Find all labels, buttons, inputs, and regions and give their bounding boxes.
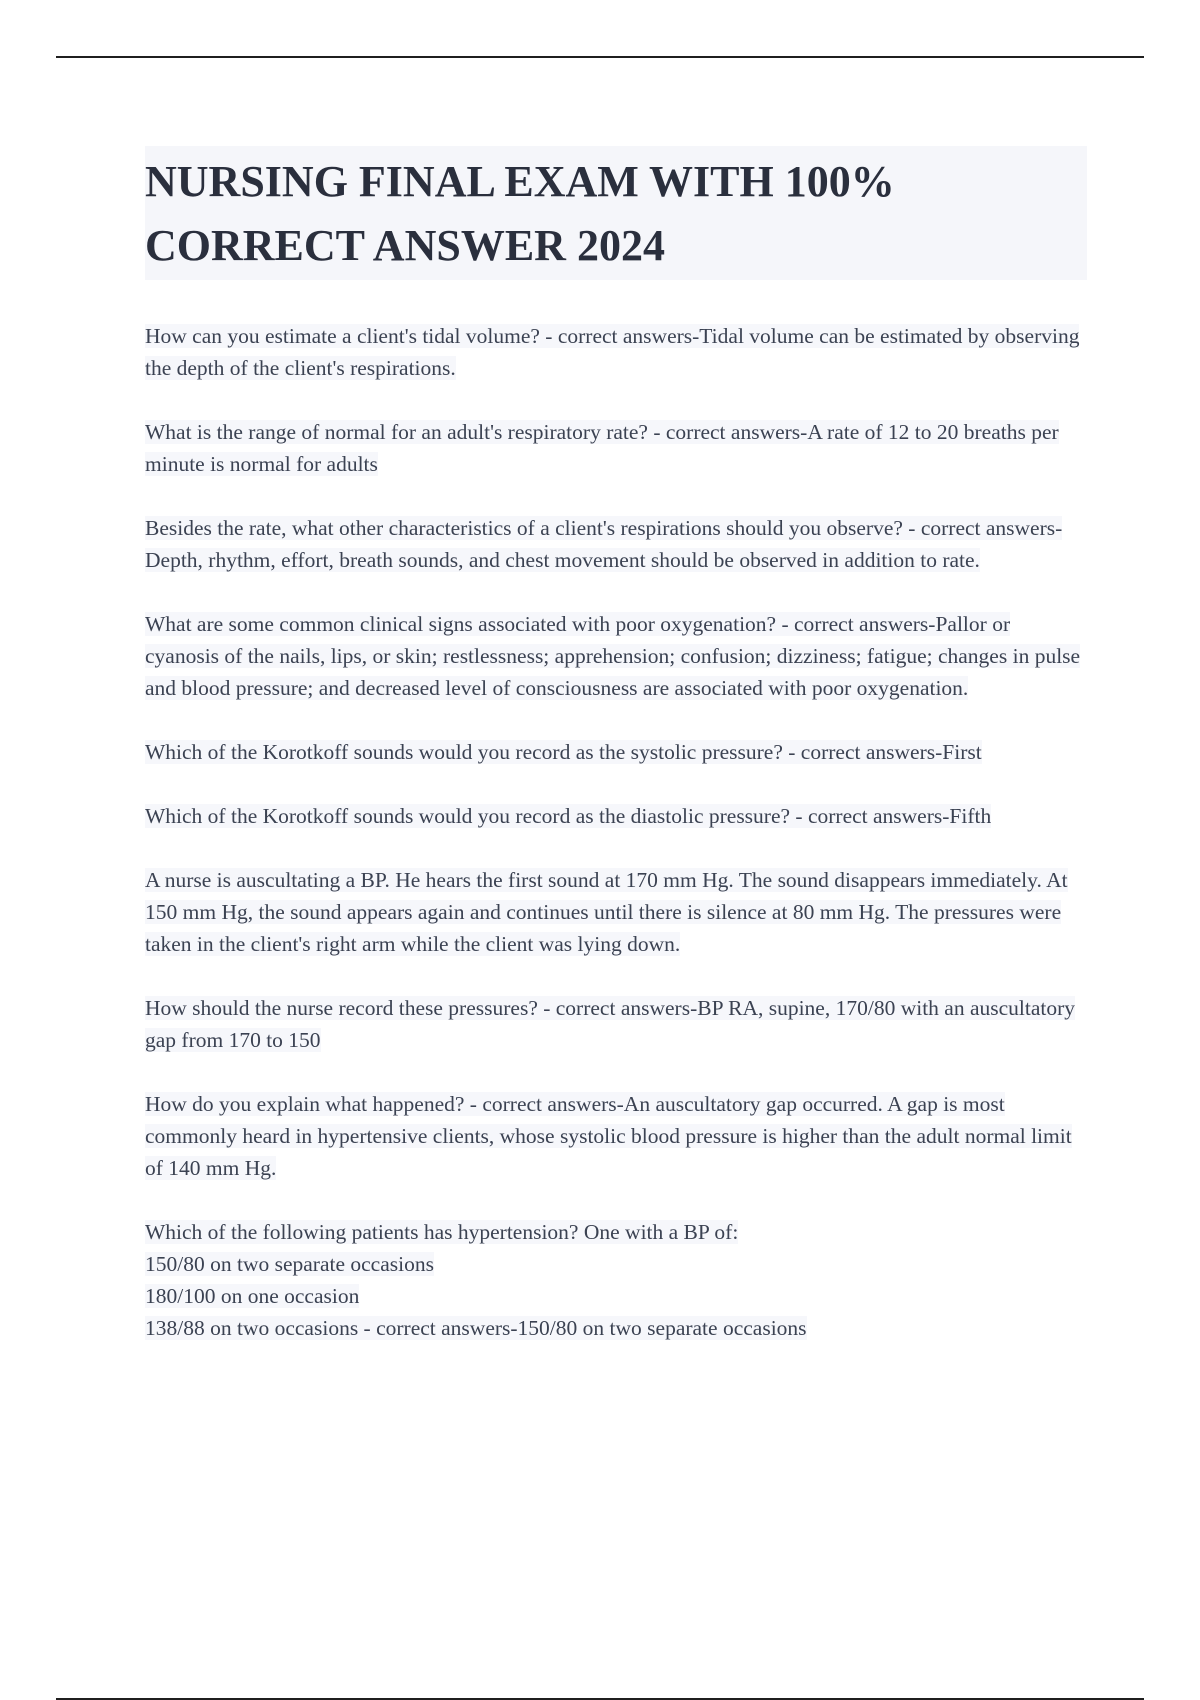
qa-line [145,1216,1087,1248]
qa-entry-bp-scenario [145,864,1087,960]
top-divider [56,56,1144,58]
qa-line-text: 150/80 on two separate occasions [145,1252,434,1276]
qa-entry-respiration-characteristics [145,512,1087,576]
qa-text: Which of the Korotkoff sounds would you record as the diastolic pressure? - correct answers-Fifth [145,804,992,828]
qa-entry-respiratory-rate [145,416,1087,480]
document-title: NURSING FINAL EXAM WITH 100% CORRECT ANSWER 2024 [145,157,895,270]
qa-entry-hypertension [145,1216,1087,1344]
qa-text: Besides the rate, what other characteristics of a client's respirations should you observe? - correct answers-Depth, rhythm, effort, breath sounds, and chest movement should be observed in addition to rate. [145,516,1063,572]
qa-entry-tidal-volume [145,320,1087,384]
qa-text: How can you estimate a client's tidal volume? - correct answers-Tidal volume can be estimated by observing the depth of the client's respirations. [145,324,1080,380]
qa-text: How do you explain what happened? - correct answers-An auscultatory gap occurred. A gap is most commonly heard in hypertensive clients, whose systolic blood pressure is higher than the adult normal limit of 140 mm Hg. [145,1092,1072,1180]
qa-line [145,1248,1087,1280]
document-body [145,146,1087,1376]
qa-entry-record-pressures [145,992,1087,1056]
qa-entry-poor-oxygenation [145,608,1087,704]
qa-text: How should the nurse record these pressures? - correct answers-BP RA, supine, 170/80 with an auscultatory gap from 170 to 150 [145,996,1076,1052]
qa-line-text: Which of the following patients has hypertension? One with a BP of: [145,1220,739,1244]
qa-text: A nurse is auscultating a BP. He hears the first sound at 170 mm Hg. The sound disappears immediately. At 150 mm Hg, the sound appears again and continues until there is silence at 80 mm Hg. The pressures were taken in the client's right arm while the client was lying down. [145,868,1068,956]
qa-text: Which of the Korotkoff sounds would you record as the systolic pressure? - correct answers-First [145,740,982,764]
qa-line-text: 138/88 on two occasions - correct answers-150/80 on two separate occasions [145,1316,807,1340]
qa-entry-diastolic-korotkoff [145,800,1087,832]
qa-line-text: 180/100 on one occasion [145,1284,360,1308]
title-block [145,146,1087,280]
qa-line [145,1312,1087,1344]
qa-entry-auscultatory-gap [145,1088,1087,1184]
qa-entry-systolic-korotkoff [145,736,1087,768]
qa-line [145,1280,1087,1312]
qa-text: What are some common clinical signs associated with poor oxygenation? - correct answers-Pallor or cyanosis of the nails, lips, or skin; restlessness; apprehension; confusion; dizziness; fatigue; changes in pulse and blood pressure; and decreased level of consciousness are associated with poor oxygenation. [145,612,1081,700]
qa-text: What is the range of normal for an adult's respiratory rate? - correct answers-A rate of 12 to 20 breaths per minute is normal for adults [145,420,1059,476]
